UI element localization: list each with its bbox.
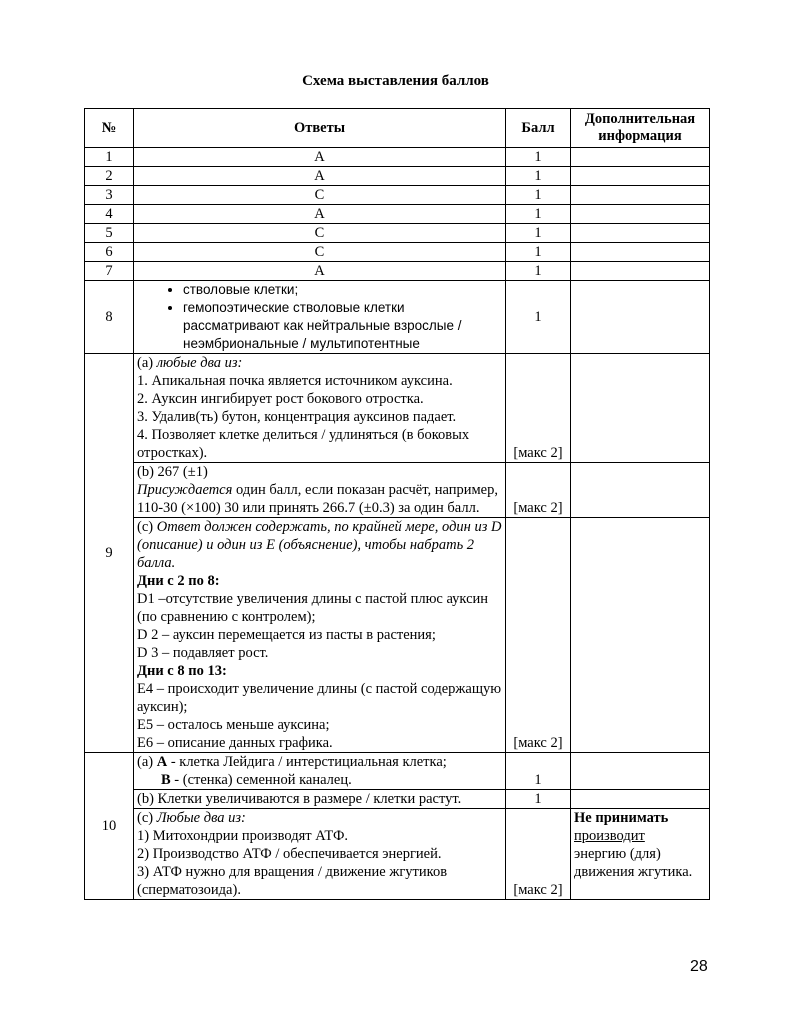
q9c-e-line-2: E5 – осталось меньше ауксина; (137, 717, 330, 733)
row-num: 4 (85, 205, 134, 224)
q9b-score: [макс 2] (506, 463, 571, 518)
table-row-q9a (85, 354, 710, 463)
row-extra (571, 186, 710, 205)
header-score: Балл (506, 109, 571, 148)
q9c-intro: Ответ должен содержать, по крайней мере, один из D (описание) и один из E (объяснение), чтобы набрать 2 балла. (137, 519, 502, 571)
row-score: 1 (506, 262, 571, 281)
row-extra (571, 262, 710, 281)
q10a-label-a: A (156, 754, 168, 770)
table-row (85, 167, 710, 186)
q10b-extra (571, 790, 710, 809)
table-row (85, 186, 710, 205)
q9c-d-line-1: D1 –отсутствие увеличения длины с пастой плюс ауксин (по сравнению с контролем); (137, 591, 489, 625)
table-row (85, 243, 710, 262)
q9a-answer (134, 354, 506, 463)
q9b-italic: Присуждается (137, 482, 233, 498)
table-row (85, 205, 710, 224)
row-score: 1 (506, 167, 571, 186)
row-score: 1 (506, 224, 571, 243)
q10a-line-b (137, 771, 502, 789)
q10a-label-b: B (161, 772, 171, 788)
row-num: 7 (85, 262, 134, 281)
q9a-intro: любые два из: (156, 355, 243, 371)
q10c-intro: Любые два из: (156, 810, 246, 826)
table-row (85, 262, 710, 281)
q9c-d-line-3: D 3 – подавляет рост. (137, 645, 269, 661)
q10c-answer (134, 809, 506, 900)
table-row-q9c (85, 518, 710, 753)
q10b-score: 1 (506, 790, 571, 809)
q10a-extra (571, 753, 710, 790)
q9c-e-line-3: E6 – описание данных графика. (137, 735, 333, 751)
q9b-extra (571, 463, 710, 518)
row-answer: A (134, 205, 506, 224)
q8-bullet-1: • стволовые клетки; (183, 281, 502, 299)
q10-num: 10 (85, 753, 134, 900)
row-answer: A (134, 167, 506, 186)
row-num: 6 (85, 243, 134, 262)
row-num: 3 (85, 186, 134, 205)
page-number: 28 (690, 958, 708, 975)
header-num: № (85, 109, 134, 148)
row-extra (571, 205, 710, 224)
q10c-score: [макс 2] (506, 809, 571, 900)
header-answers: Ответы (134, 109, 506, 148)
q10c-extra-bold: Не принимать (574, 810, 669, 826)
q9c-e-line-1: E4 – происходит увеличение длины (с пастой содержащую ауксин); (137, 681, 502, 715)
q9b-line-1: (b) 267 (±1) (137, 464, 208, 480)
q8-num: 8 (85, 281, 134, 354)
q10a-answer (134, 753, 506, 790)
q10a-prefix: (a) (137, 754, 157, 770)
q9a-line-2: 2. Ауксин ингибирует рост бокового отростка. (137, 391, 424, 407)
q10c-prefix: (c) (137, 810, 157, 826)
row-num: 5 (85, 224, 134, 243)
row-extra (571, 167, 710, 186)
row-extra (571, 148, 710, 167)
q8-extra (571, 281, 710, 354)
table-row-q9b (85, 463, 710, 518)
row-extra (571, 243, 710, 262)
table-row-q10b (85, 790, 710, 809)
table-row-q10c (85, 809, 710, 900)
row-answer: A (134, 148, 506, 167)
table-row (85, 148, 710, 167)
q9c-extra (571, 518, 710, 753)
q10c-line-1: 1) Митохондрии производят АТФ. (137, 828, 349, 844)
q9c-d-line-2: D 2 – ауксин перемещается из пасты в растения; (137, 627, 436, 643)
q9a-line-1: 1. Апикальная почка является источником ауксина. (137, 373, 453, 389)
q9a-line-3: 3. Удалив(ть) бутон, концентрация ауксинов падает. (137, 409, 457, 425)
scoring-table (84, 108, 710, 900)
q10c-extra (571, 809, 710, 900)
q10c-extra-rest: энергию (для) движения жгутика. (574, 846, 693, 880)
row-answer: C (134, 243, 506, 262)
table-row-q8 (85, 281, 710, 354)
row-answer: C (134, 186, 506, 205)
q8-score: 1 (506, 281, 571, 354)
q10a-text-a: - клетка Лейдига / интерстициальная клетка; (167, 754, 447, 770)
table-row (85, 224, 710, 243)
table-row-q10a (85, 753, 710, 790)
q9c-score: [макс 2] (506, 518, 571, 753)
q9c-days-1: Дни с 2 по 8: (137, 573, 220, 589)
q9c-days-2: Дни с 8 по 13: (137, 663, 227, 679)
q10c-line-3: 3) АТФ нужно для вращения / движение жгутиков (сперматозоида). (137, 864, 448, 898)
page-title: Схема выставления баллов (302, 73, 489, 89)
q9a-prefix: (a) (137, 355, 157, 371)
row-answer: A (134, 262, 506, 281)
row-score: 1 (506, 186, 571, 205)
q9b-answer (134, 463, 506, 518)
row-answer: C (134, 224, 506, 243)
row-extra (571, 224, 710, 243)
q8-answer (134, 281, 506, 354)
q9c-prefix: (c) (137, 519, 157, 535)
table-header-row (85, 109, 710, 148)
row-num: 2 (85, 167, 134, 186)
row-score: 1 (506, 205, 571, 224)
q10a-score: 1 (506, 753, 571, 790)
row-num: 1 (85, 148, 134, 167)
q9b-rest: один балл, если показан расчёт, например, 110-30 (×100) 30 или принять 266.7 (±0.3) за один балл. (137, 482, 498, 516)
row-score: 1 (506, 243, 571, 262)
row-score: 1 (506, 148, 571, 167)
q10b-answer: (b) Клетки увеличиваются в размере / клетки растут. (134, 790, 506, 809)
q8-bullet-2: • гемопоэтические стволовые клетки рассматривают как нейтральные взрослые / неэмбриональные / мультипотентные (183, 299, 502, 353)
header-extra: Дополнительная информация (571, 109, 710, 148)
q9c-answer (134, 518, 506, 753)
q10a-text-b: - (стенка) семенной каналец. (170, 772, 352, 788)
q10c-extra-underline: производит (574, 828, 645, 844)
q9a-score: [макс 2] (506, 354, 571, 463)
q9a-line-4: 4. Позволяет клетке делиться / удлиняться (в боковых отростках). (137, 427, 470, 461)
q9a-extra (571, 354, 710, 463)
q10c-line-2: 2) Производство АТФ / обеспечивается энергией. (137, 846, 442, 862)
q9-num: 9 (85, 354, 134, 753)
